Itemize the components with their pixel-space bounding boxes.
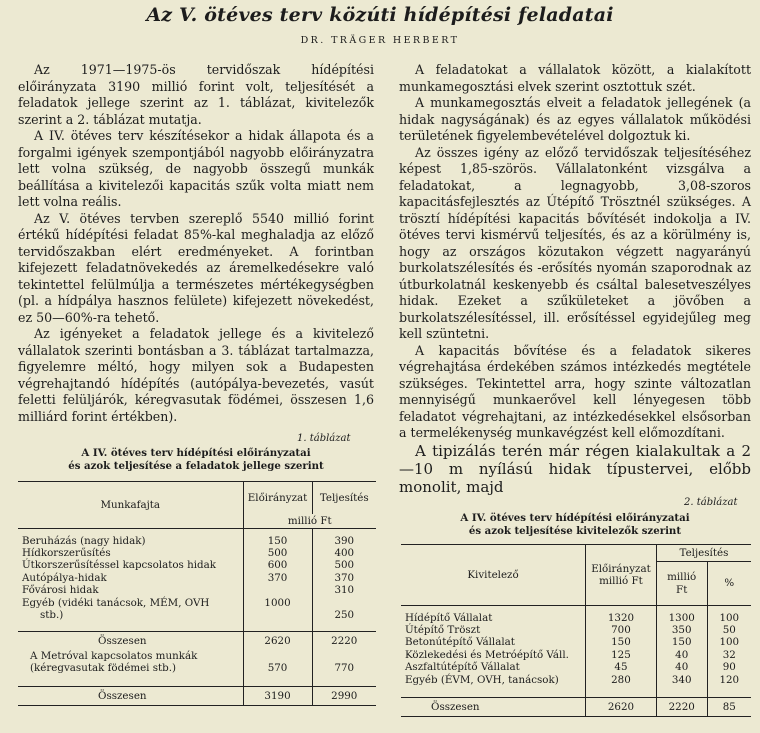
table-row: Fővárosi hidak 310 — [18, 584, 376, 596]
table-row: Aszfaltútépítő Vállalat 45 40 90 — [401, 661, 751, 673]
paragraph: Az összes igény az előző tervidőszak teljesítéséhez képest 1,85-szörös. Vállalatonként vizsgálva a feladatokat, a legnagyobb, 3,08-szoros kapacitásfejlesztés az Útépítő Trösztnél szükséges. A trösztí hídépítési kapacitás bővítését indokolja a IV. ötéves tervi kismérvű teljesítés, és az a körülmény is, hogy az országos közutakon végzett nagyarányú burkolatszélesítés és -erősítés nyomán szaporodnak az útburkolatnál keskenyebb és csáltal balesetveszélyes hidak. Ezeket a szűkületeket a jövőben a burkolatszélesítéssel, ill. erősítéssel egyidejűleg meg kell szüntetni. — [399, 144, 751, 341]
table-row: Hídépítő Vállalat 1320 1300 100 — [401, 612, 751, 624]
table2-number: 2. táblázat — [684, 497, 738, 508]
table-row: Közlekedési és Metróépítő Váll. 125 40 32 — [401, 649, 751, 661]
table-row: Útkorszerűsítéssel kapcsolatos hidak 600 500 — [18, 559, 376, 571]
table-row: stb.) 250 — [18, 609, 376, 621]
table2-col-done: Teljesítés — [656, 545, 751, 562]
paragraph: A kapacitás bővítése és a feladatok sikeres végrehajtása érdekében számos intézkedés megtétele szükséges. Tekintettel arra, hogy szinte változatlan mennyiségű munkaerővel kell lényegesen több feladatot végrehajtani, az intézkedésekkel elsősorban a termelékenység munkavégzést kell előmozdítani. — [399, 342, 751, 440]
table1-title-line1: A IV. ötéves terv hídépítési előirányzatai — [81, 447, 311, 459]
table-row-total: Összesen 3190 2990 — [18, 687, 376, 706]
left-column — [18, 62, 374, 425]
table2 — [401, 544, 751, 717]
table1-col-done: Teljesítés — [312, 482, 376, 515]
table2-title — [399, 512, 751, 538]
paragraph: A feladatokat a vállalatok között, a kialakított munkamegosztási elvek szerint osztottuk szét. — [399, 62, 751, 94]
table-row: Hídkorszerűsítés 500 400 — [18, 547, 376, 559]
table1 — [18, 481, 376, 706]
right-column — [399, 62, 751, 496]
table-row-subtotal: Összesen 2620 2220 — [18, 631, 376, 650]
paragraph: Az igényeket a feladatok jellege és a kivitelező vállalatok szerinti bontásban a 3. táblázat tartalmazza, figyelemre méltó, hogy milyen sok a Budapesten végrehajtandó hídépítés (autópálya-bevezetés, vasút feletti felüljárók, kéregvasutak födémei, összesen 1,6 milliárd forint értékben). — [18, 326, 374, 424]
table-row: (kéregvasutak födémei stb.) 570 770 — [18, 662, 376, 674]
table-row: Autópálya-hidak 370 370 — [18, 572, 376, 584]
article-author: DR. TRÄGER HERBERT — [300, 35, 460, 46]
paragraph: A IV. ötéves terv készítésekor a hidak állapota és a forgalmi igények szempontjából nagyobb előirányzatra lett volna szükség, de nagyobb összegű munkák beállítása a kivitelezői kapacitás szűk volta miatt nem lett volna reális. — [18, 128, 374, 209]
table1-unit: millió Ft — [243, 514, 376, 529]
table2-title-line1: A IV. ötéves terv hídépítési előirányzatai — [460, 512, 690, 524]
table2-col-plan: Előirányzat millió Ft — [586, 545, 657, 606]
table2-col-contractor: Kivitelező — [467, 568, 519, 581]
table-row: Beruházás (nagy hidak) 150 390 — [18, 535, 376, 547]
table2-col-done-mft: millió Ft — [656, 562, 707, 606]
table-row: Útépítő Tröszt 700 350 50 — [401, 624, 751, 636]
table1-title — [18, 447, 374, 473]
paragraph: Az 1971—1975-ös tervidőszak hídépítési előirányzata 3190 millió forint volt, teljesítését a feladatok jellege szerint az 1. táblázat, kivitelezők szerint a 2. táblázat mutatja. — [18, 62, 374, 127]
table1-col-plan: Előirányzat — [243, 482, 312, 515]
table-row: A Metróval kapcsolatos munkák — [18, 650, 376, 662]
table1-title-line2: és azok teljesítése a feladatok jellege szerint — [68, 460, 324, 472]
table-row: Betonútépítő Vállalat 150 150 100 — [401, 636, 751, 648]
table1-number: 1. táblázat — [297, 433, 351, 444]
table2-title-line2: és azok teljesítése kivitelezők szerint — [468, 525, 682, 537]
paragraph: Az V. ötéves tervben szereplő 5540 millió forint értékű hídépítési feladat 85%-kal meghaladja az előző tervidőszakban elért eredményeket. A forintban kifejezett feladatnövekedés az áremelkedésekre való tekintettel felülmúlja a természetes mértékegységben (pl. a hídpálya hasznos felülete) kifejezett növekedést, ez 50—60%-ra tehető. — [18, 210, 374, 325]
table-row-total: Összesen 2620 2220 85 — [401, 698, 751, 717]
paragraph: A tipizálás terén már régen kialakultak a 2—10 m nyílású hidak típustervei, előbb monolit, majd — [399, 441, 751, 496]
table1-col-work: Munkafajta — [100, 498, 161, 511]
article-title: Az V. ötéves terv közúti hídépítési feladatai — [146, 4, 614, 26]
table-row: Egyéb (vidéki tanácsok, MÉM, OVH 1000 — [18, 597, 376, 609]
paragraph: A munkamegosztás elveit a feladatok jellegének (a hidak nagyságának) és az egyes vállalatok működési területének figyelembevételével dolgoztuk ki. — [399, 95, 751, 143]
table-row: Egyéb (ÉVM, OVH, tanácsok) 280 340 120 — [401, 674, 751, 686]
table2-col-done-pct: % — [707, 562, 751, 606]
